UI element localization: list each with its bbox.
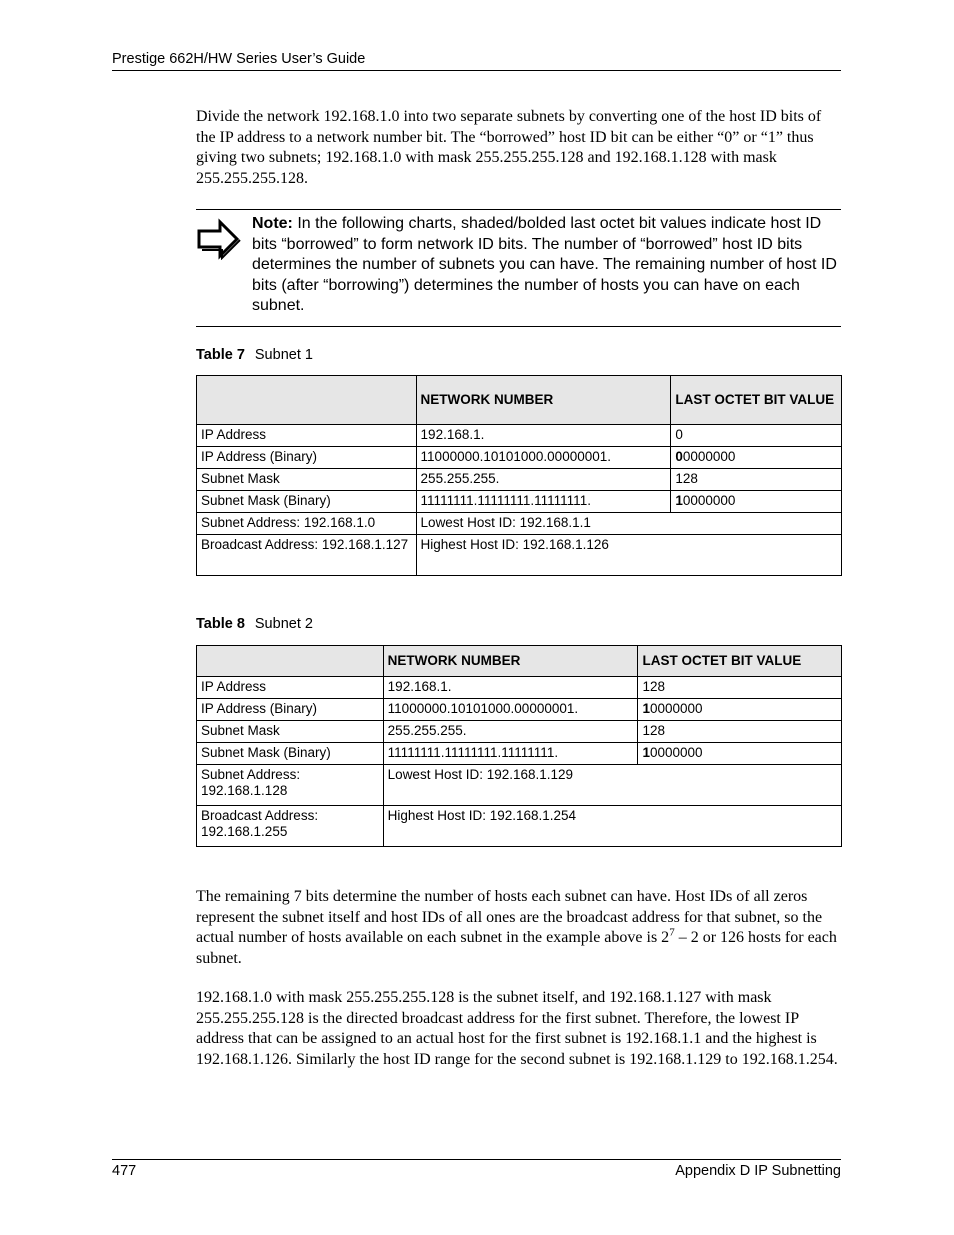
row-bit-value: 0: [671, 425, 842, 447]
page-number: 477: [112, 1163, 137, 1179]
table7-subnet1: [196, 375, 842, 576]
header-title: Prestige 662H/HW Series User’s Guide: [112, 51, 366, 67]
table-header-cell: NETWORK NUMBER: [416, 376, 671, 425]
row-label: IP Address (Binary): [197, 447, 417, 469]
exponent: 7: [669, 926, 675, 939]
table-row: [197, 447, 842, 469]
row-label: IP Address: [197, 425, 417, 447]
arrow-right-outline-icon: [196, 218, 242, 260]
table8-subnet2: [196, 645, 842, 847]
highest-host-cell: Highest Host ID: 192.168.1.254: [383, 806, 841, 847]
table-header-cell: [197, 646, 384, 677]
row-network: 11000000.10101000.00000001.: [416, 447, 671, 469]
broadcast-address-cell: Broadcast Address: 192.168.1.255: [197, 806, 384, 847]
row-bit-value: 00000000: [671, 447, 842, 469]
table7-caption-title: Subnet 1: [254, 347, 313, 363]
row-label: IP Address: [197, 677, 384, 699]
row-bit-value: 10000000: [638, 699, 842, 721]
table8-caption: [196, 616, 313, 632]
table-row: [197, 677, 842, 699]
row-network: 255.255.255.: [416, 469, 671, 491]
row-bit-value: 10000000: [638, 743, 842, 765]
table7-caption-label: Table 7: [196, 347, 245, 363]
table7-caption: [196, 347, 313, 363]
page-footer: [112, 1159, 841, 1179]
table-header-cell: LAST OCTET BIT VALUE: [638, 646, 842, 677]
highest-host-cell: Highest Host ID: 192.168.1.126: [416, 535, 841, 576]
note-box: [196, 209, 841, 327]
row-label: Subnet Mask: [197, 721, 384, 743]
table-header-cell: NETWORK NUMBER: [383, 646, 638, 677]
table-row: [197, 743, 842, 765]
table-row: [197, 699, 842, 721]
table8-caption-label: Table 8: [196, 616, 245, 632]
lowest-host-cell: Lowest Host ID: 192.168.1.129: [383, 765, 841, 806]
lowest-host-cell: Lowest Host ID: 192.168.1.1: [416, 513, 841, 535]
table-row: [197, 469, 842, 491]
hosts-paragraph: The remaining 7 bits determine the number of hosts each subnet can have. Host IDs of all zeros represent the subnet itself and host IDs of all ones are the broadcast address for that subnet, so the actual number of hosts available on each subnet in the example above is $2^7 - 2$ or 126 hosts for each subnet.: [196, 888, 837, 967]
table-row: [197, 721, 842, 743]
row-label: IP Address (Binary): [197, 699, 384, 721]
row-network: 192.168.1.: [416, 425, 671, 447]
table-row: [197, 513, 842, 535]
note-body: In the following charts, shaded/bolded last octet bit values indicate host ID bits “borrowed” to form network ID bits. The number of “borrowed” host ID bits determines the number of subnets you can have. The remaining number of host ID bits (after “borrowing”) determines the number of hosts you can have on each subnet.: [252, 215, 837, 314]
intro-paragraph: Divide the network 192.168.1.0 into two separate subnets by converting one of the host ID bits of the IP address to a network number bit. The “borrowed” host ID bit can be either “0” or “1” thus giving two subnets; 192.168.1.0 with mask 255.255.255.128 and 192.168.1.128 with mask 255.255.255.128.: [196, 108, 822, 187]
row-network: 11111111.11111111.11111111.: [383, 743, 638, 765]
row-bit-value: 10000000: [671, 491, 842, 513]
note-label: Note:: [252, 215, 293, 232]
row-network: 255.255.255.: [383, 721, 638, 743]
table8-caption-title: Subnet 2: [254, 616, 313, 632]
range-paragraph: 192.168.1.0 with mask 255.255.255.128 is the subnet itself, and 192.168.1.127 with mask 255.255.255.128 is the directed broadcast address for the first subnet. Therefore, the lowest IP address that can be assigned to an actual host for the first subnet is 192.168.1.1 and the highest is 192.168.1.126. Similarly the host ID range for the second subnet is 192.168.1.129 to 192.168.1.254.: [196, 989, 838, 1068]
table-row: [197, 535, 842, 576]
row-bit-value: 128: [671, 469, 842, 491]
table-header-row: [197, 646, 842, 677]
row-label: Subnet Mask (Binary): [197, 491, 417, 513]
table-row: [197, 765, 842, 806]
table-row: [197, 425, 842, 447]
table-row: [197, 491, 842, 513]
note-text: [252, 214, 842, 317]
row-bit-value: 128: [638, 677, 842, 699]
footer-section: Appendix D IP Subnetting: [675, 1163, 841, 1179]
page-header: [112, 51, 841, 71]
row-network: 11111111.11111111.11111111.: [416, 491, 671, 513]
table-header-cell: LAST OCTET BIT VALUE: [671, 376, 842, 425]
row-label: Subnet Mask: [197, 469, 417, 491]
row-label: Subnet Mask (Binary): [197, 743, 384, 765]
subnet-address-cell: Subnet Address: 192.168.1.0: [197, 513, 417, 535]
row-bit-value: 128: [638, 721, 842, 743]
subnet-address-cell: Subnet Address: 192.168.1.128: [197, 765, 384, 806]
row-network: 11000000.10101000.00000001.: [383, 699, 638, 721]
row-network: 192.168.1.: [383, 677, 638, 699]
table-row: [197, 806, 842, 847]
table-header-row: [197, 376, 842, 425]
broadcast-address-cell: Broadcast Address: 192.168.1.127: [197, 535, 417, 576]
table-header-cell: [197, 376, 417, 425]
